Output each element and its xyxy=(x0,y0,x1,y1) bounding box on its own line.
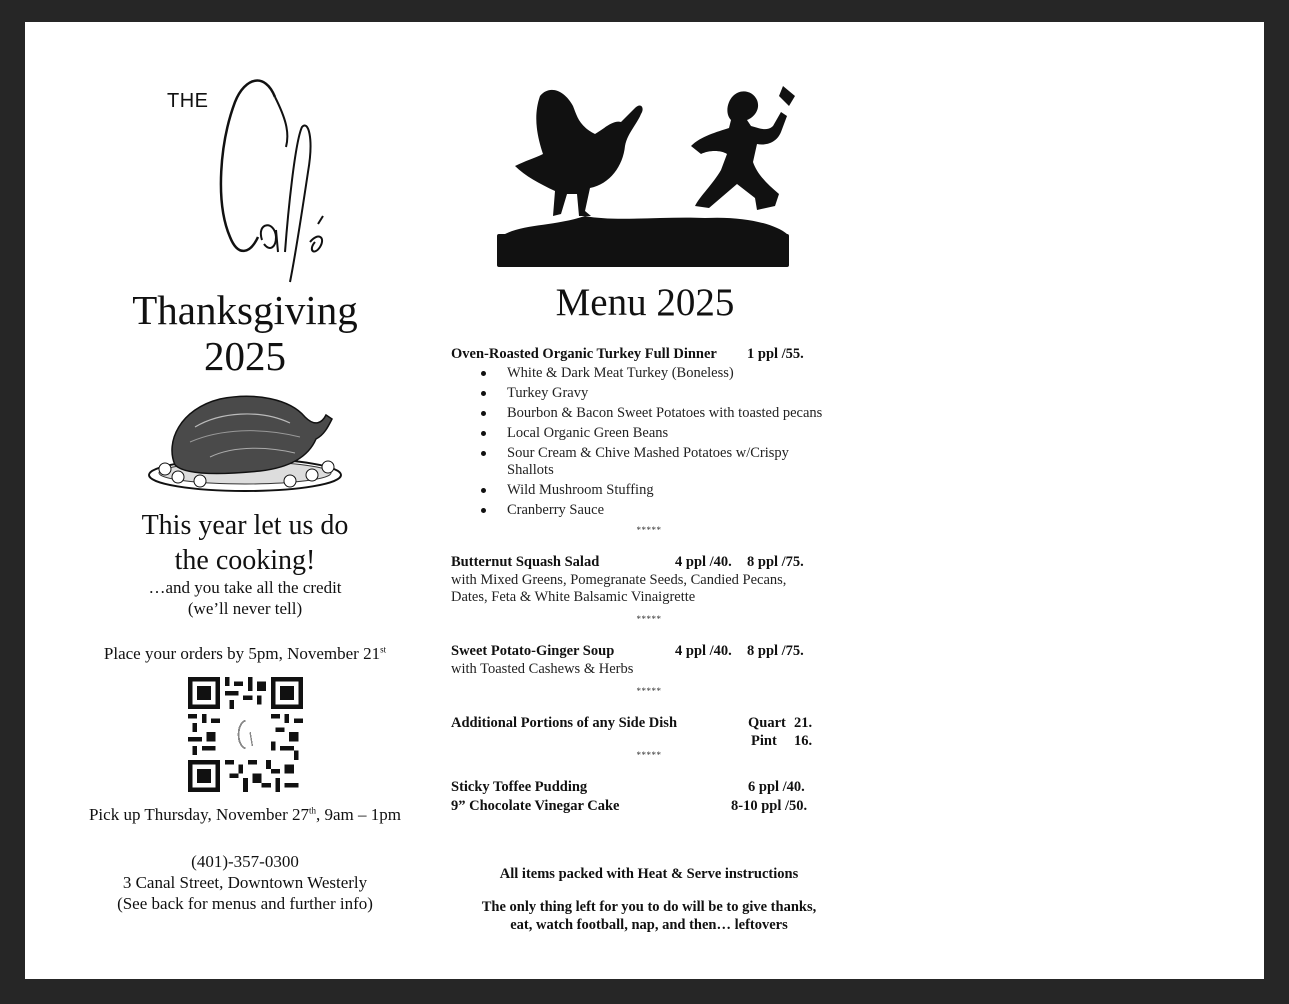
pint-price: 16. xyxy=(794,733,813,749)
closing-note-line-1: The only thing left for you to do will be to give thanks, xyxy=(481,899,817,915)
closing-note xyxy=(451,898,847,934)
list-item: Sour Cream & Chive Mashed Potatoes w/Crispy Shallots xyxy=(451,445,807,479)
tagline xyxy=(95,508,395,578)
menu-item-dinner xyxy=(451,345,871,364)
credit-line-2: (we’ll never tell) xyxy=(187,599,303,618)
quart-label: Quart xyxy=(748,715,786,731)
list-item: Local Organic Green Beans xyxy=(451,425,871,442)
pickup-info xyxy=(45,805,445,825)
menu-item-salad xyxy=(451,553,871,572)
soup-description: with Toasted Cashews & Herbs xyxy=(451,661,634,677)
menu-item-sides xyxy=(451,714,871,733)
see-back-note: (See back for menus and further info) xyxy=(117,894,373,913)
list-item: Cranberry Sauce xyxy=(451,502,871,519)
thanksgiving-title xyxy=(115,287,375,379)
dessert-2-price: 8-10 ppl /50. xyxy=(731,798,808,814)
pint-label: Pint xyxy=(751,733,777,749)
contact-info xyxy=(65,851,425,914)
credit-line-1: …and you take all the credit xyxy=(148,578,342,597)
menu-list xyxy=(451,345,871,816)
dessert-2-name: 9” Chocolate Vinegar Cake xyxy=(451,798,620,814)
quart-price: 21. xyxy=(794,715,813,731)
salad-name: Butternut Squash Salad xyxy=(451,554,600,570)
pickup-text-a: Pick up Thursday, November 27 xyxy=(88,805,309,824)
pickup-text-b: , 9am – 1pm xyxy=(316,805,402,824)
order-deadline-text: Place your orders by 5pm, November 21 xyxy=(103,644,381,663)
turkey-chase-silhouette-icon xyxy=(495,66,795,268)
list-item: Bourbon & Bacon Sweet Potatoes with toasted pecans xyxy=(451,405,871,422)
logo-the-text: THE xyxy=(167,90,209,112)
menu-page xyxy=(25,22,1264,979)
list-item: Turkey Gravy xyxy=(451,385,871,402)
dessert-1-price: 6 ppl /40. xyxy=(748,779,805,795)
credit-text xyxy=(95,577,395,619)
list-item: Wild Mushroom Stuffing xyxy=(451,482,871,499)
salad-description-1: with Mixed Greens, Pomegranate Seeds, Candied Pecans, xyxy=(451,572,787,588)
menu-item-sides-pint xyxy=(451,733,871,750)
menu-item-dessert-1 xyxy=(451,778,871,797)
list-item: White & Dark Meat Turkey (Boneless) xyxy=(451,365,871,382)
heat-serve-note: All items packed with Heat & Serve instructions xyxy=(499,866,799,882)
soup-price-large: 8 ppl /75. xyxy=(747,643,804,659)
phone-number: (401)-357-0300 xyxy=(191,852,299,871)
salad-price-small: 4 ppl /40. xyxy=(675,554,732,570)
closing-note-line-2: eat, watch football, nap, and then… leftovers xyxy=(510,917,788,933)
order-deadline xyxy=(65,644,425,664)
menu-item-soup xyxy=(451,642,871,661)
title-line-1: Thanksgiving xyxy=(132,287,358,333)
tagline-line-2: the cooking! xyxy=(174,545,316,576)
salad-description-2: Dates, Feta & White Balsamic Vinaigrette xyxy=(451,589,696,605)
divider-stars: ***** xyxy=(636,614,662,624)
menu-item-dessert-2 xyxy=(451,797,871,816)
cafe-logo-icon xyxy=(190,72,330,287)
tagline-line-1: This year let us do xyxy=(141,510,349,541)
menu-title: Menu 2025 xyxy=(555,281,735,324)
divider-stars: ***** xyxy=(636,686,662,696)
address: 3 Canal Street, Downtown Westerly xyxy=(122,873,368,892)
dinner-price: 1 ppl /55. xyxy=(747,346,804,362)
divider-stars: ***** xyxy=(636,525,662,535)
pickup-sup: th xyxy=(309,805,317,816)
dinner-name: Oven-Roasted Organic Turkey Full Dinner xyxy=(451,346,717,362)
dinner-items xyxy=(451,365,871,519)
soup-name: Sweet Potato-Ginger Soup xyxy=(451,643,615,659)
dessert-1-name: Sticky Toffee Pudding xyxy=(451,779,588,795)
divider-stars: ***** xyxy=(636,750,662,760)
order-deadline-sup: st xyxy=(380,644,387,655)
qr-code-icon[interactable] xyxy=(188,677,303,792)
salad-price-large: 8 ppl /75. xyxy=(747,554,804,570)
sides-name: Additional Portions of any Side Dish xyxy=(451,715,678,731)
title-line-2: 2025 xyxy=(204,333,286,379)
soup-price-small: 4 ppl /40. xyxy=(675,643,732,659)
roast-turkey-icon xyxy=(140,387,350,499)
